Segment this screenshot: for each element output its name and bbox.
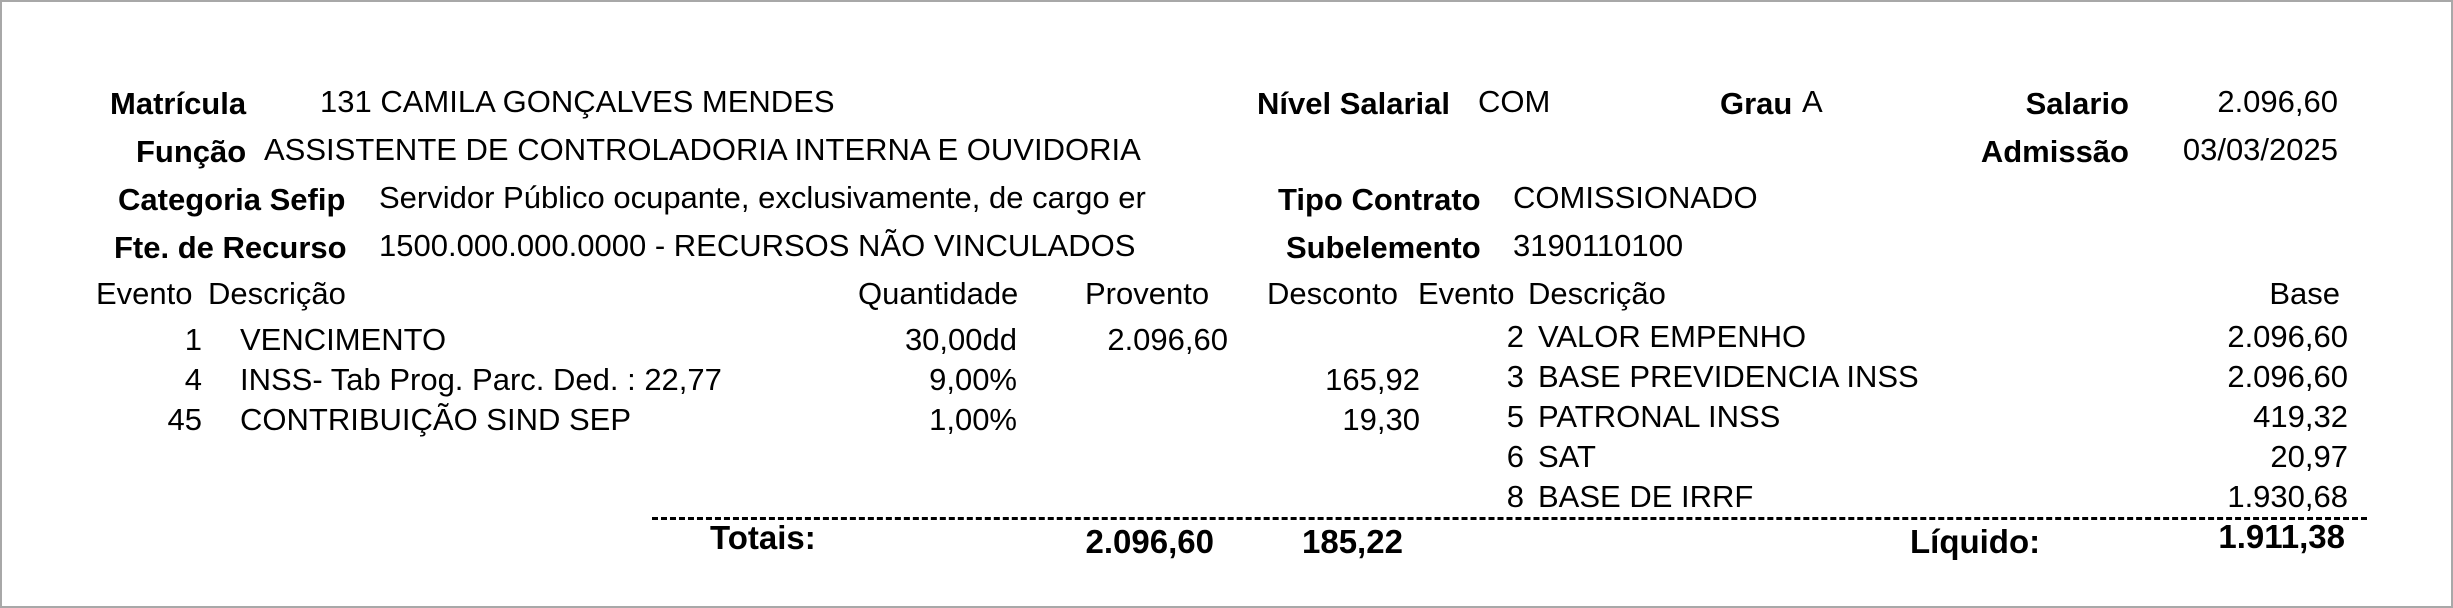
liquido-value: 1.911,38 <box>2218 518 2345 555</box>
base-code: 6 <box>1506 439 1524 474</box>
event-quantity: 1,00% <box>929 402 1017 437</box>
base-value: 2.096,60 <box>2227 319 2348 354</box>
base-value: 2.096,60 <box>2227 359 2348 394</box>
totals-desconto: 185,22 <box>1302 523 1403 560</box>
col-base: Base <box>2269 276 2340 311</box>
liquido-label: Líquido: <box>1910 523 2041 560</box>
fonte-recurso-value: 1500.000.000.0000 - RECURSOS NÃO VINCULADOS <box>379 228 1136 263</box>
base-value: 20,97 <box>2270 439 2348 474</box>
col-evento-base: Evento <box>1418 276 1515 311</box>
fonte-recurso-label: Fte. de Recurso <box>114 230 347 265</box>
event-code: 45 <box>167 402 202 437</box>
event-provento: 2.096,60 <box>1107 322 1228 357</box>
salario-value: 2.096,60 <box>2217 84 2338 119</box>
event-description: INSS- Tab Prog. Parc. Ded. : 22,77 <box>240 362 722 397</box>
base-value: 419,32 <box>2253 399 2348 434</box>
event-quantity: 9,00% <box>929 362 1017 397</box>
categoria-sefip-label: Categoria Sefip <box>118 182 346 217</box>
totals-label: Totais: <box>710 519 816 556</box>
matricula-value: 131 CAMILA GONÇALVES MENDES <box>320 84 835 119</box>
grau-value: A <box>1802 84 1823 119</box>
nivel-salarial-label: Nível Salarial <box>1257 86 1451 121</box>
base-description: SAT <box>1538 439 1596 474</box>
event-desconto: 165,92 <box>1325 362 1420 397</box>
base-description: VALOR EMPENHO <box>1538 319 1807 354</box>
event-description: VENCIMENTO <box>240 322 447 357</box>
event-code: 1 <box>184 322 202 357</box>
col-descricao: Descrição <box>208 276 346 311</box>
event-description: CONTRIBUIÇÃO SIND SEP <box>240 402 631 437</box>
base-description: BASE DE IRRF <box>1538 479 1754 514</box>
totals-separator <box>652 517 2367 520</box>
salario-label: Salario <box>2025 86 2129 121</box>
col-desconto: Desconto <box>1267 276 1398 311</box>
col-provento: Provento <box>1085 276 1210 311</box>
admissao-label: Admissão <box>1980 134 2129 169</box>
tipo-contrato-label: Tipo Contrato <box>1278 182 1481 217</box>
base-description: BASE PREVIDENCIA INSS <box>1538 359 1919 394</box>
tipo-contrato-value: COMISSIONADO <box>1513 180 1758 215</box>
base-code: 3 <box>1506 359 1524 394</box>
base-value: 1.930,68 <box>2227 479 2348 514</box>
event-desconto: 19,30 <box>1342 402 1420 437</box>
categoria-sefip-value: Servidor Público ocupante, exclusivamente, de cargo er <box>379 180 1146 215</box>
matricula-label: Matrícula <box>110 86 247 121</box>
event-quantity: 30,00dd <box>904 322 1017 357</box>
subelemento-label: Subelemento <box>1286 230 1481 265</box>
totals-provento: 2.096,60 <box>1085 523 1214 560</box>
grau-label: Grau <box>1720 86 1793 121</box>
base-description: PATRONAL INSS <box>1538 399 1781 434</box>
nivel-salarial-value: COM <box>1478 84 1551 119</box>
admissao-value: 03/03/2025 <box>2182 132 2338 167</box>
subelemento-value: 3190110100 <box>1513 228 1684 263</box>
funcao-label: Função <box>136 134 247 169</box>
base-code: 8 <box>1506 479 1524 514</box>
base-code: 2 <box>1506 319 1524 354</box>
event-code: 4 <box>184 362 202 397</box>
col-evento: Evento <box>96 276 193 311</box>
col-quantidade: Quantidade <box>858 276 1019 311</box>
funcao-value: ASSISTENTE DE CONTROLADORIA INTERNA E OUVIDORIA <box>264 132 1141 167</box>
col-descricao-base: Descrição <box>1528 276 1666 311</box>
base-code: 5 <box>1506 399 1524 434</box>
